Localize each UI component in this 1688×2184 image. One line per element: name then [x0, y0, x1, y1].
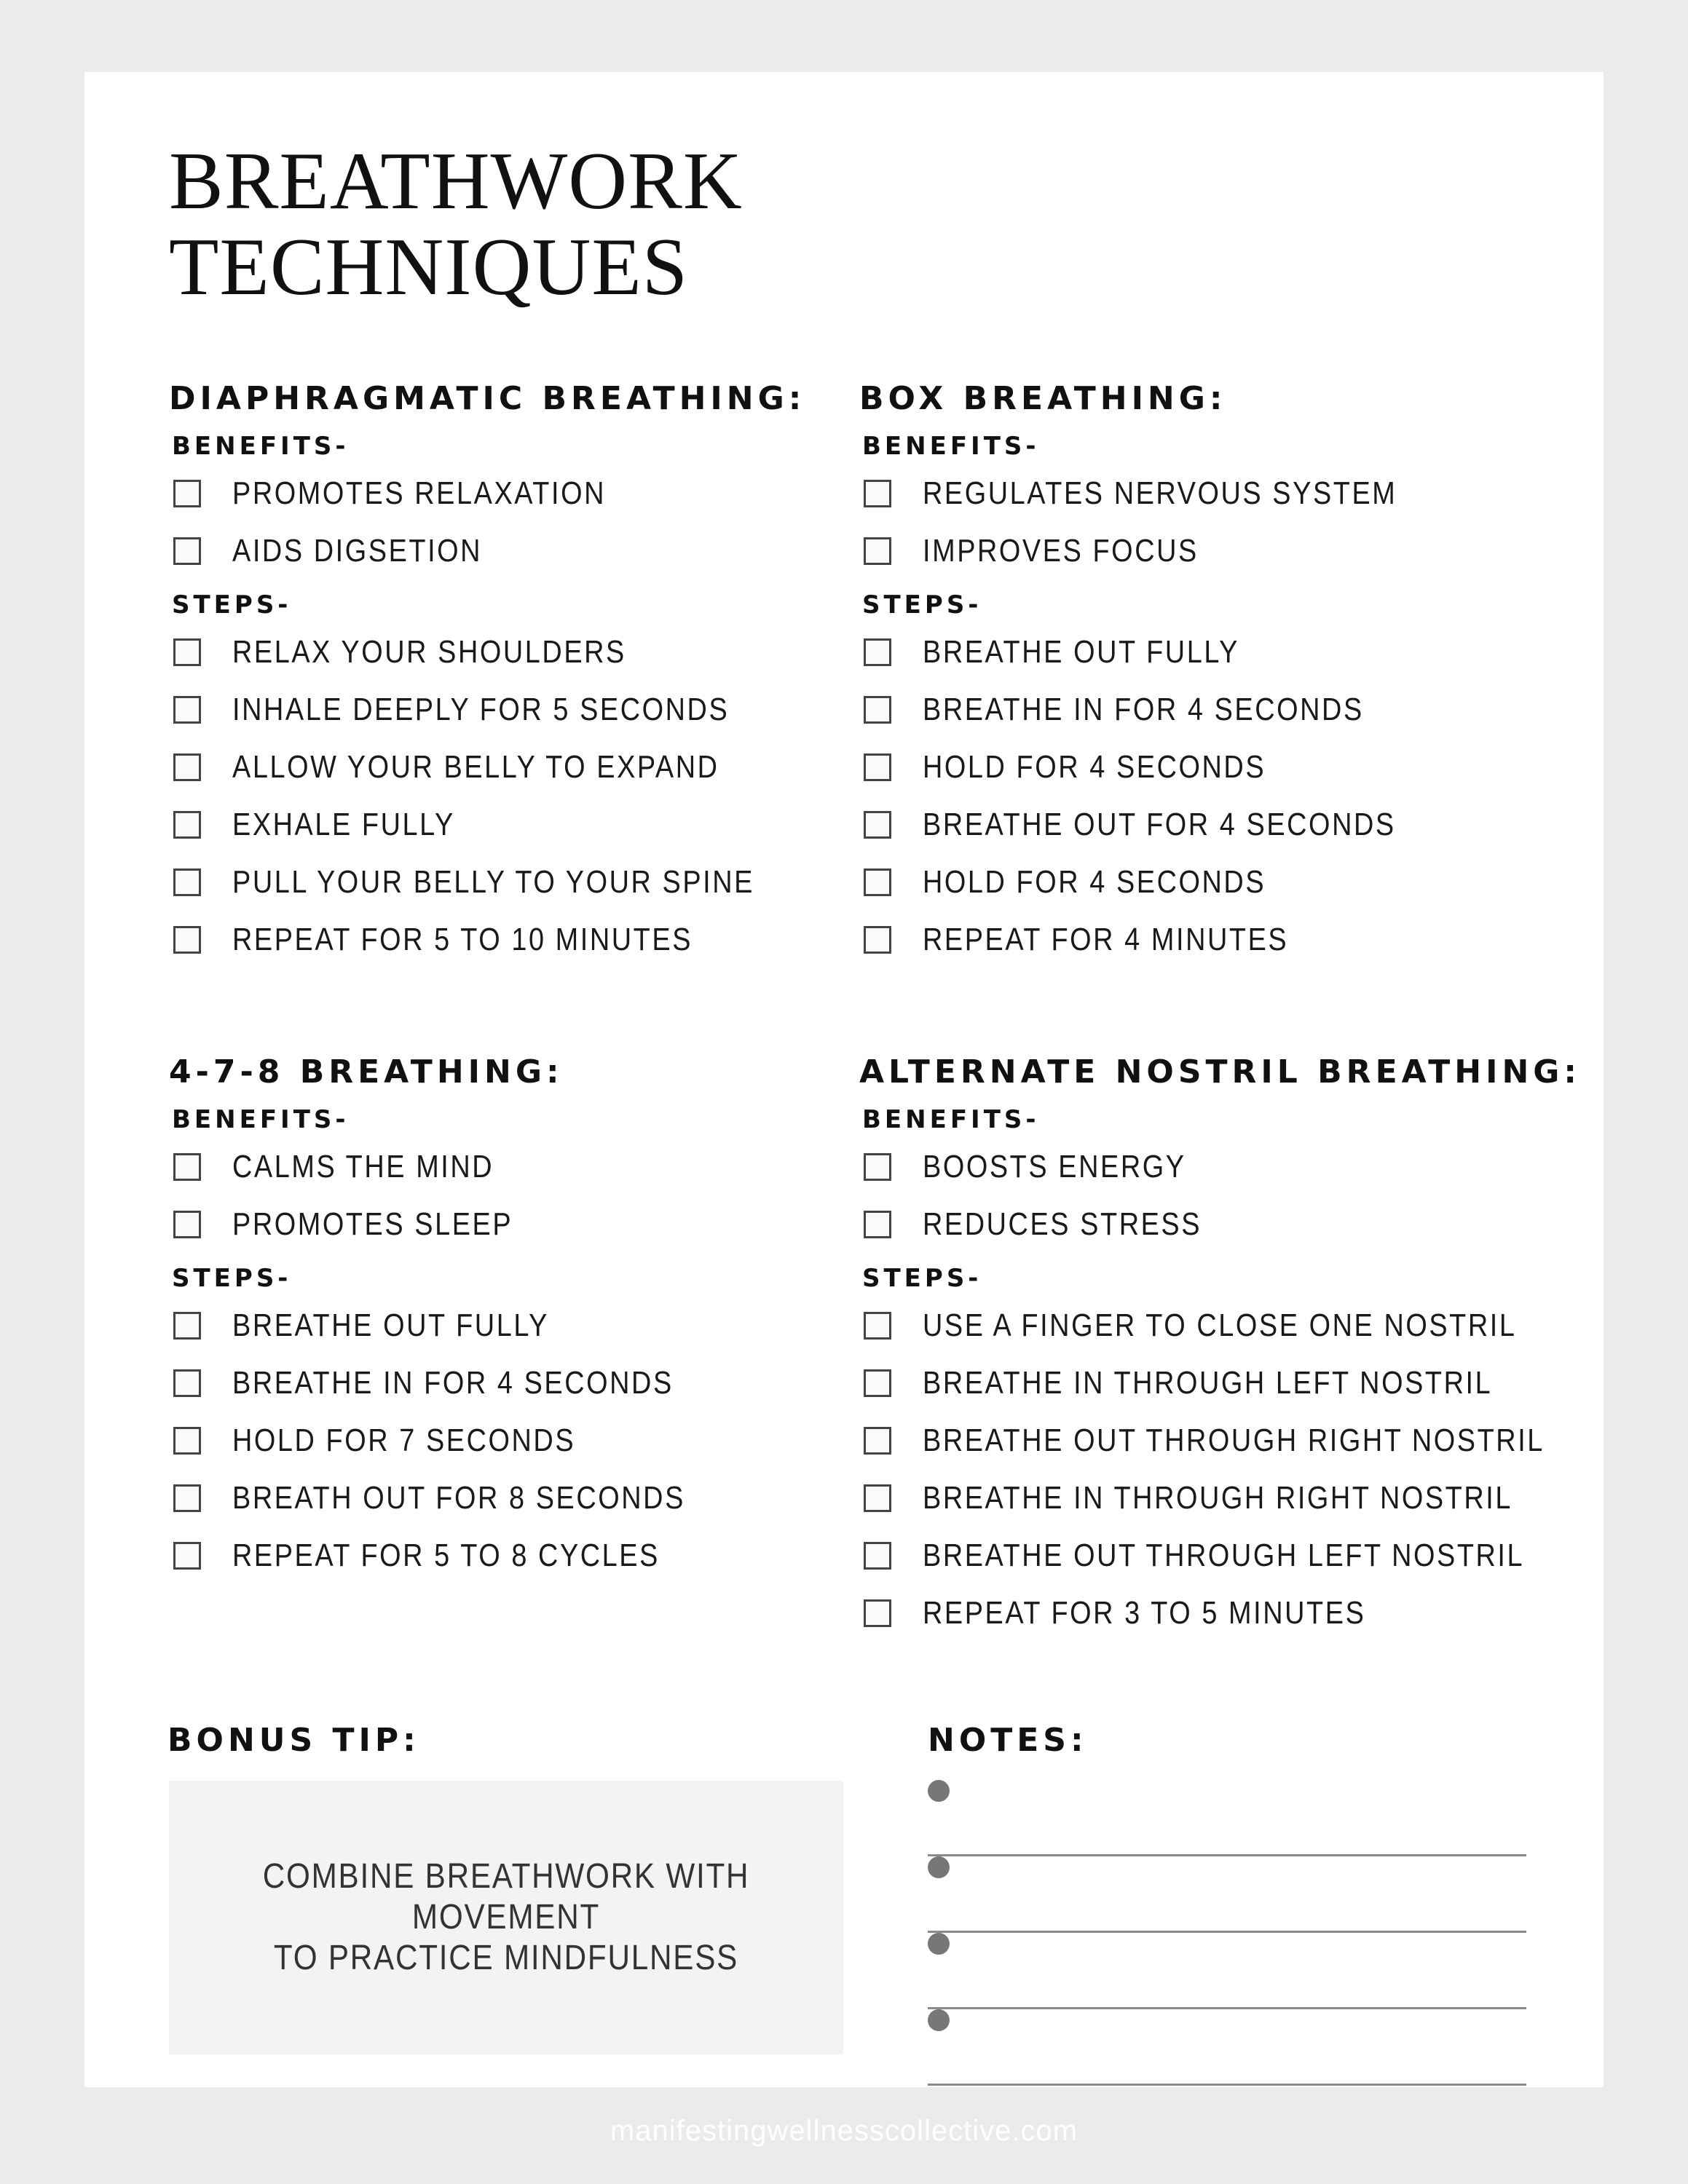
- checklist-item[interactable]: [169, 522, 824, 579]
- checklist-item-label: AIDS DIGSETION: [232, 532, 483, 569]
- checklist-item[interactable]: [169, 853, 824, 911]
- checklist-item[interactable]: [169, 1195, 824, 1253]
- checklist-item[interactable]: [169, 1354, 824, 1412]
- checklist-item-label: BREATHE IN FOR 4 SECONDS: [923, 691, 1364, 727]
- bonus-tip-text: [231, 1856, 782, 1979]
- bullet-icon: [928, 1780, 950, 1802]
- checkbox[interactable]: [864, 1369, 891, 1397]
- checklist-item[interactable]: [859, 853, 1558, 911]
- benefits-label: BENEFITS-: [172, 1105, 350, 1134]
- checklist-item-label: INHALE DEEPLY FOR 5 SECONDS: [232, 691, 730, 727]
- checkbox[interactable]: [864, 869, 891, 896]
- checklist-item[interactable]: [859, 464, 1558, 522]
- checkbox[interactable]: [864, 753, 891, 781]
- section-4-7-8-breathing: [169, 1051, 824, 1584]
- bonus-tip-heading: BONUS TIP:: [167, 1722, 420, 1759]
- checklist-item[interactable]: [169, 1469, 824, 1527]
- checklist-item[interactable]: [859, 796, 1558, 853]
- checklist-item-label: BREATHE IN THROUGH LEFT NOSTRIL: [923, 1364, 1493, 1401]
- checklist-item-label: BREATHE OUT FULLY: [232, 1307, 549, 1343]
- checklist-item-label: BREATHE OUT FULLY: [923, 633, 1239, 670]
- checklist-item-label: BREATHE OUT THROUGH RIGHT NOSTRIL: [923, 1422, 1545, 1458]
- checkbox[interactable]: [864, 1599, 891, 1627]
- checklist-item-label: HOLD FOR 4 SECONDS: [923, 748, 1266, 785]
- checklist-item-label: BREATH OUT FOR 8 SECONDS: [232, 1479, 685, 1516]
- checkbox[interactable]: [173, 1312, 201, 1340]
- checkbox[interactable]: [173, 753, 201, 781]
- steps-label: STEPS-: [172, 590, 292, 620]
- checklist-item-label: HOLD FOR 7 SECONDS: [232, 1422, 576, 1458]
- section-heading: DIAPHRAGMATIC BREATHING:: [169, 380, 806, 417]
- checklist-item[interactable]: [169, 738, 824, 796]
- note-line[interactable]: [928, 1780, 1526, 1856]
- checkbox[interactable]: [864, 1484, 891, 1512]
- checklist-item-label: ALLOW YOUR BELLY TO EXPAND: [232, 748, 719, 785]
- checklist-item-label: REPEAT FOR 3 TO 5 MINUTES: [923, 1594, 1366, 1631]
- checklist-item[interactable]: [859, 1297, 1558, 1354]
- checklist-item-label: PULL YOUR BELLY TO YOUR SPINE: [232, 863, 754, 900]
- checkbox[interactable]: [864, 1211, 891, 1238]
- note-line[interactable]: [928, 1856, 1526, 1933]
- checklist-item-label: REGULATES NERVOUS SYSTEM: [923, 475, 1397, 511]
- section-heading: 4-7-8 BREATHING:: [169, 1053, 564, 1091]
- section-heading: BOX BREATHING:: [859, 380, 1227, 417]
- checklist-item-label: RELAX YOUR SHOULDERS: [232, 633, 626, 670]
- checklist-item-label: BREATHE OUT THROUGH LEFT NOSTRIL: [923, 1537, 1525, 1573]
- steps-label: STEPS-: [862, 1264, 982, 1293]
- steps-label: STEPS-: [172, 1264, 292, 1293]
- checklist-item-label: USE A FINGER TO CLOSE ONE NOSTRIL: [923, 1307, 1517, 1343]
- bullet-icon: [928, 1856, 950, 1878]
- section-heading: ALTERNATE NOSTRIL BREATHING:: [859, 1053, 1582, 1091]
- checklist-item[interactable]: [169, 464, 824, 522]
- checkbox[interactable]: [173, 480, 201, 507]
- checklist-item[interactable]: [859, 522, 1558, 579]
- checklist-item-label: IMPROVES FOCUS: [923, 532, 1199, 569]
- checkbox[interactable]: [864, 480, 891, 507]
- checklist-item[interactable]: [859, 911, 1558, 968]
- checklist-item[interactable]: [859, 1527, 1558, 1584]
- benefits-label: BENEFITS-: [862, 1105, 1040, 1134]
- checklist-item[interactable]: [859, 623, 1558, 681]
- checklist-item-label: HOLD FOR 4 SECONDS: [923, 863, 1266, 900]
- checklist-item-label: REDUCES STRESS: [923, 1206, 1202, 1242]
- note-rule: [928, 2084, 1526, 2086]
- checkbox[interactable]: [173, 1153, 201, 1181]
- bonus-tip-line-2: TO PRACTICE MINDFULNESS: [273, 1939, 739, 1977]
- checklist-item[interactable]: [169, 1412, 824, 1469]
- checklist-item[interactable]: [169, 1138, 824, 1195]
- checklist-item[interactable]: [859, 1584, 1558, 1642]
- page-title: [169, 138, 743, 310]
- checklist-item[interactable]: [859, 1412, 1558, 1469]
- checkbox[interactable]: [864, 1153, 891, 1181]
- checkbox[interactable]: [173, 869, 201, 896]
- footer-website: manifestingwellnesscollective.com: [610, 2115, 1078, 2147]
- checklist-item-label: REPEAT FOR 5 TO 8 CYCLES: [232, 1537, 660, 1573]
- section-box-breathing: [859, 377, 1558, 968]
- note-line[interactable]: [928, 2009, 1526, 2086]
- section-alternate-nostril-breathing: [859, 1051, 1582, 1642]
- checklist-item-label: REPEAT FOR 5 TO 10 MINUTES: [232, 921, 693, 957]
- checkbox[interactable]: [173, 638, 201, 666]
- checklist-item-label: PROMOTES RELAXATION: [232, 475, 606, 511]
- checklist-item-label: REPEAT FOR 4 MINUTES: [923, 921, 1289, 957]
- checklist-item[interactable]: [859, 1354, 1558, 1412]
- checkbox[interactable]: [173, 696, 201, 724]
- checkbox[interactable]: [173, 537, 201, 565]
- checklist-item[interactable]: [169, 1527, 824, 1584]
- checkbox[interactable]: [864, 1542, 891, 1570]
- checklist-item-label: BREATHE IN THROUGH RIGHT NOSTRIL: [923, 1479, 1513, 1516]
- checkbox[interactable]: [173, 926, 201, 954]
- note-line[interactable]: [928, 1933, 1526, 2009]
- bullet-icon: [928, 1933, 950, 1955]
- checklist-item[interactable]: [859, 1469, 1558, 1527]
- checklist-item-label: EXHALE FULLY: [232, 806, 455, 842]
- checklist-item-label: BOOSTS ENERGY: [923, 1148, 1186, 1184]
- checklist-item[interactable]: [859, 1138, 1558, 1195]
- checklist-item-label: BREATHE OUT FOR 4 SECONDS: [923, 806, 1396, 842]
- bullet-icon: [928, 2009, 950, 2031]
- checklist-item[interactable]: [169, 1297, 824, 1354]
- checkbox[interactable]: [864, 638, 891, 666]
- checkbox[interactable]: [173, 1427, 201, 1455]
- checklist-item-label: PROMOTES SLEEP: [232, 1206, 513, 1242]
- checklist-item-label: BREATHE IN FOR 4 SECONDS: [232, 1364, 674, 1401]
- section-diaphragmatic-breathing: [169, 377, 824, 968]
- steps-label: STEPS-: [862, 590, 982, 620]
- checklist-item-label: CALMS THE MIND: [232, 1148, 494, 1184]
- checkbox[interactable]: [864, 1312, 891, 1340]
- checkbox[interactable]: [173, 1211, 201, 1238]
- checklist-item[interactable]: [169, 911, 824, 968]
- checklist-item[interactable]: [859, 681, 1558, 738]
- checklist-item[interactable]: [169, 796, 824, 853]
- checkbox[interactable]: [173, 1484, 201, 1512]
- checkbox[interactable]: [864, 926, 891, 954]
- checkbox[interactable]: [864, 696, 891, 724]
- notes-heading: NOTES:: [928, 1722, 1088, 1759]
- title-line-2: TECHNIQUES: [169, 222, 689, 312]
- checkbox[interactable]: [173, 1369, 201, 1397]
- checkbox[interactable]: [864, 537, 891, 565]
- checklist-item[interactable]: [859, 1195, 1558, 1253]
- checkbox[interactable]: [173, 1542, 201, 1570]
- bonus-tip-box: [169, 1781, 843, 2054]
- title-line-1: BREATHWORK: [169, 136, 743, 226]
- checklist-item[interactable]: [169, 623, 824, 681]
- checklist-item[interactable]: [169, 681, 824, 738]
- checkbox[interactable]: [173, 811, 201, 839]
- checklist-item[interactable]: [859, 738, 1558, 796]
- benefits-label: BENEFITS-: [172, 432, 350, 461]
- bonus-tip-line-1: COMBINE BREATHWORK WITH MOVEMENT: [262, 1857, 750, 1936]
- checkbox[interactable]: [864, 811, 891, 839]
- checkbox[interactable]: [864, 1427, 891, 1455]
- benefits-label: BENEFITS-: [862, 432, 1040, 461]
